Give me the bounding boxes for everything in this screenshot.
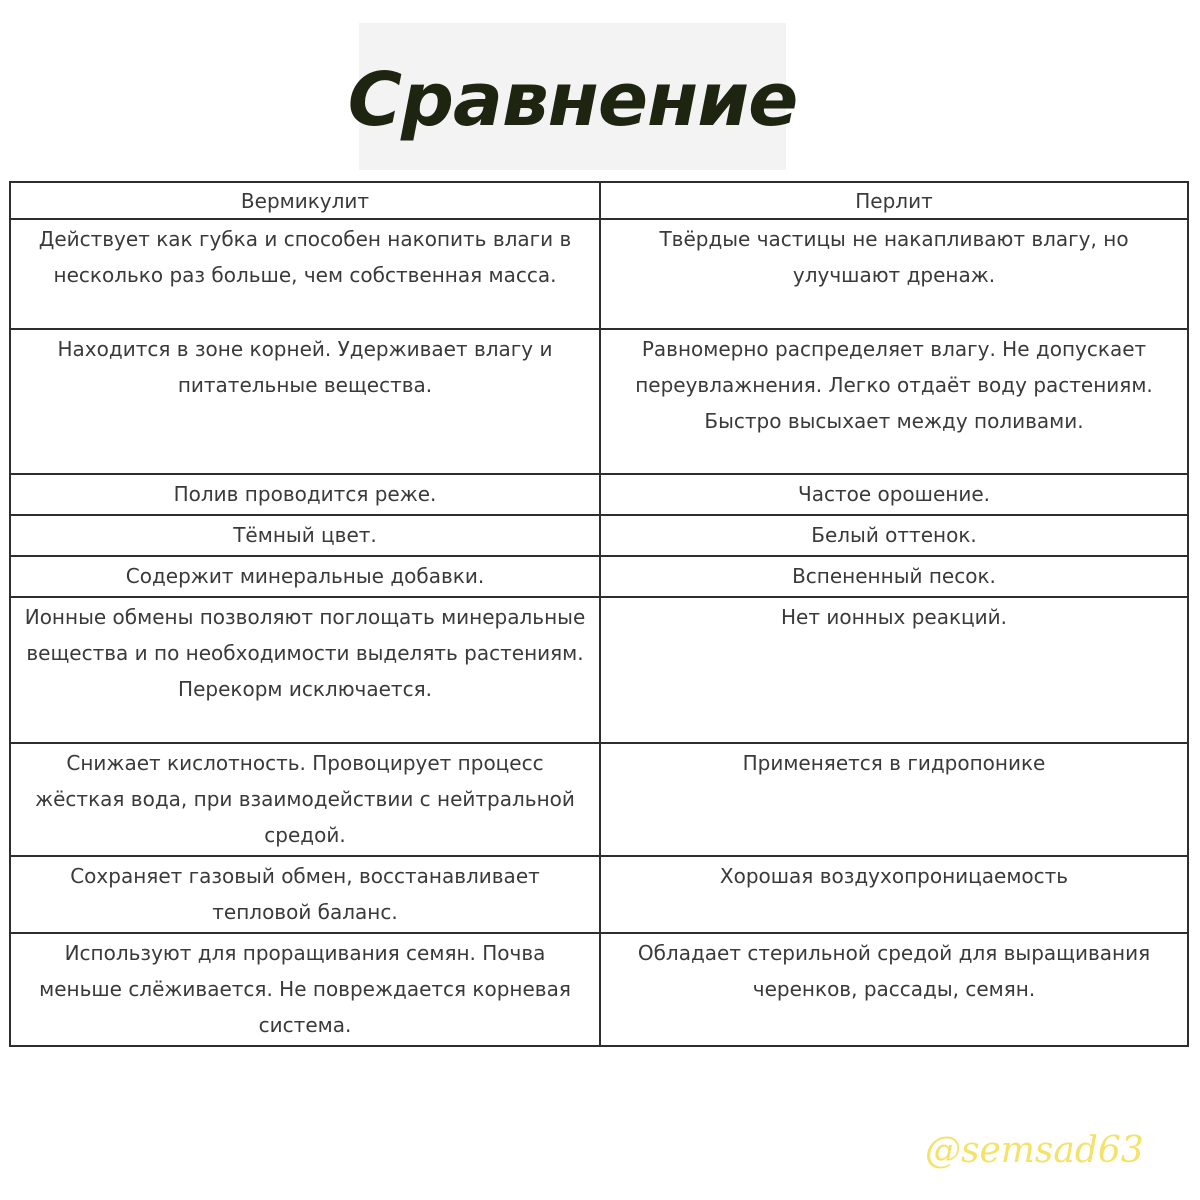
title-banner: [347, 23, 798, 170]
table-cell: Полив проводится реже.: [10, 474, 600, 515]
table-cell: Находится в зоне корней. Удерживает влагу и питательные вещества.: [10, 329, 600, 474]
table-cell: Тёмный цвет.: [10, 515, 600, 556]
table-row: [10, 556, 1188, 597]
table-row: [10, 219, 1188, 329]
table-row: [10, 474, 1188, 515]
table-cell: Действует как губка и способен накопить влаги в несколько раз больше, чем собственная масса.: [10, 219, 600, 329]
table-row: [10, 856, 1188, 933]
table-row: [10, 743, 1188, 856]
table-cell: Обладает стерильной средой для выращивания черенков, рассады, семян.: [600, 933, 1188, 1046]
table-cell: Равномерно распределяет влагу. Не допускает переувлажнения. Легко отдаёт воду растениям. Быстро высыхает между поливами.: [600, 329, 1188, 474]
table-cell: Твёрдые частицы не накапливают влагу, но улучшают дренаж.: [600, 219, 1188, 329]
table-cell: Частое орошение.: [600, 474, 1188, 515]
table-cell: Содержит минеральные добавки.: [10, 556, 600, 597]
table-cell: Хорошая воздухопроницаемость: [600, 856, 1188, 933]
table-row: [10, 329, 1188, 474]
watermark-signature: @semsad63: [925, 1130, 1144, 1171]
table-header-row: [10, 182, 1188, 219]
table-cell: Используют для проращивания семян. Почва меньше слёживается. Не повреждается корневая система.: [10, 933, 600, 1046]
table-cell: Сохраняет газовый обмен, восстанавливает тепловой баланс.: [10, 856, 600, 933]
table-cell: Вспененный песок.: [600, 556, 1188, 597]
table-cell: Ионные обмены позволяют поглощать минеральные вещества и по необходимости выделять растениям. Перекорм исключается.: [10, 597, 600, 743]
table-cell: Нет ионных реакций.: [600, 597, 1188, 743]
table-cell: Белый оттенок.: [600, 515, 1188, 556]
table-cell: Применяется в гидропонике: [600, 743, 1188, 856]
table-row: [10, 597, 1188, 743]
comparison-table: [9, 181, 1189, 1047]
table-cell: Снижает кислотность. Провоцирует процесс жёсткая вода, при взаимодействии с нейтральной средой.: [10, 743, 600, 856]
column-header-perlite: Перлит: [600, 182, 1188, 219]
table-row: [10, 933, 1188, 1046]
page-title: Сравнение: [347, 56, 798, 143]
column-header-vermiculite: Вермикулит: [10, 182, 600, 219]
table-row: [10, 515, 1188, 556]
